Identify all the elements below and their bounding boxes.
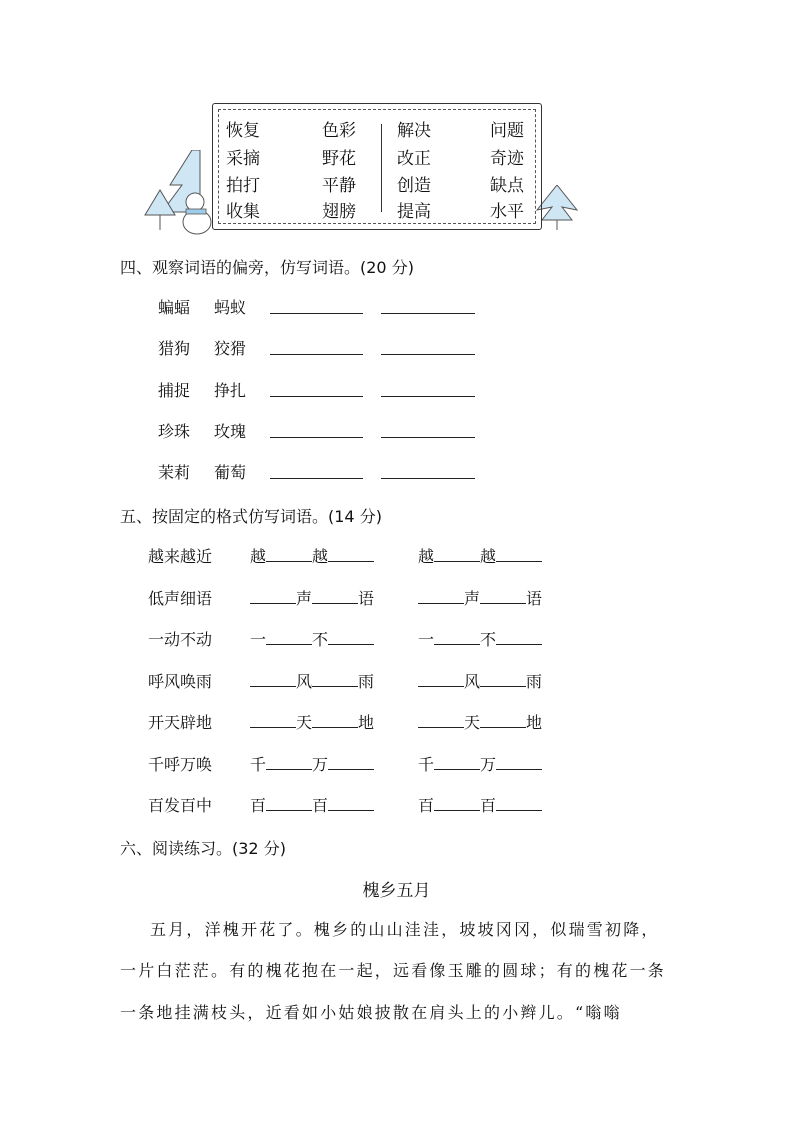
- pattern-char: 千: [250, 754, 267, 774]
- example-phrase: 百发百中: [148, 796, 213, 815]
- answer-blank[interactable]: [434, 630, 480, 645]
- word-bank-word: 野花: [322, 149, 356, 169]
- pattern-answer[interactable]: [250, 793, 374, 816]
- pattern-char: 风: [464, 671, 481, 691]
- answer-blank[interactable]: [381, 336, 475, 355]
- word-bank-word: 色彩: [322, 121, 356, 141]
- pattern-char: 越: [480, 547, 497, 566]
- example-phrase: 开天辟地: [148, 713, 213, 732]
- answer-blank[interactable]: [270, 336, 363, 355]
- pattern-char: 语: [358, 588, 375, 608]
- pattern-char: 天: [296, 713, 313, 732]
- answer-blank[interactable]: [266, 547, 312, 562]
- example-word: 猎狗: [158, 339, 191, 359]
- answer-blank[interactable]: [381, 419, 475, 438]
- pattern-char: 声: [296, 588, 313, 608]
- pattern-char: 百: [480, 796, 497, 815]
- pattern-char: 语: [526, 588, 543, 608]
- example-word: 玫瑰: [214, 421, 247, 441]
- pattern-answer[interactable]: [418, 752, 542, 775]
- pattern-char: 不: [312, 630, 329, 649]
- word-bank-word: 翅膀: [322, 202, 356, 222]
- answer-blank[interactable]: [270, 378, 363, 397]
- pattern-char: 天: [464, 713, 481, 732]
- answer-blank[interactable]: [270, 460, 363, 479]
- pattern-answer[interactable]: [418, 669, 542, 692]
- example-phrase: 越来越近: [148, 547, 213, 566]
- passage-line: 一条地挂满枝头，近看如小姑娘披散在肩头上的小辫儿。“嗡嗡: [120, 1003, 622, 1022]
- answer-blank[interactable]: [312, 589, 358, 604]
- pattern-answer[interactable]: [418, 544, 542, 567]
- example-word: 捕捉: [158, 380, 191, 400]
- pattern-char: 万: [480, 754, 497, 774]
- answer-blank[interactable]: [496, 755, 542, 770]
- pattern-answer[interactable]: [418, 627, 542, 650]
- pattern-char: 越: [418, 547, 435, 566]
- word-bank-word: 水平: [490, 202, 524, 222]
- word-bank-box: [212, 103, 542, 230]
- example-word: 茉莉: [158, 463, 191, 483]
- answer-blank[interactable]: [480, 589, 526, 604]
- pattern-char: 万: [312, 754, 329, 774]
- answer-blank[interactable]: [381, 460, 475, 479]
- pattern-answer[interactable]: [250, 710, 374, 733]
- section5-heading: 五、按固定的格式仿写词语。(14 分): [120, 507, 382, 526]
- word-bank-word: 采摘: [226, 149, 260, 169]
- answer-blank[interactable]: [480, 672, 526, 687]
- pattern-answer[interactable]: [418, 793, 542, 816]
- snowman-trees-illustration: [140, 150, 220, 235]
- passage-title: 槐乡五月: [362, 881, 431, 901]
- word-bank-word: 提高: [397, 202, 431, 222]
- passage-line: 一片白茫茫。有的槐花抱在一起，远看像玉雕的圆球；有的槐花一条: [120, 961, 667, 980]
- word-bank-word: 改正: [397, 149, 431, 169]
- answer-blank[interactable]: [266, 630, 312, 645]
- section6-heading: 六、阅读练习。(32 分): [120, 839, 286, 858]
- answer-blank[interactable]: [480, 713, 526, 728]
- answer-blank[interactable]: [250, 672, 296, 687]
- pattern-char: 不: [480, 630, 497, 649]
- example-phrase: 一动不动: [148, 630, 213, 649]
- answer-blank[interactable]: [250, 589, 296, 604]
- divider: [381, 124, 382, 212]
- pattern-char: 风: [296, 671, 313, 691]
- answer-blank[interactable]: [270, 419, 363, 438]
- pattern-answer[interactable]: [250, 544, 374, 567]
- word-bank-word: 平静: [322, 176, 356, 196]
- pattern-char: 一: [418, 630, 435, 649]
- answer-blank[interactable]: [328, 547, 374, 562]
- answer-blank[interactable]: [418, 672, 464, 687]
- word-bank-word: 奇迹: [490, 149, 524, 169]
- example-word: 葡萄: [214, 463, 247, 483]
- word-bank-word: 恢复: [226, 121, 260, 141]
- word-bank-word: 解决: [397, 121, 431, 141]
- answer-blank[interactable]: [250, 713, 296, 728]
- example-phrase: 低声细语: [148, 588, 213, 608]
- pattern-answer[interactable]: [250, 669, 374, 692]
- answer-blank[interactable]: [418, 589, 464, 604]
- pattern-answer[interactable]: [418, 586, 542, 609]
- example-word: 挣扎: [214, 380, 247, 400]
- pattern-char: 一: [250, 630, 267, 649]
- answer-blank[interactable]: [434, 547, 480, 562]
- example-phrase: 呼风唤雨: [148, 671, 213, 691]
- answer-blank[interactable]: [434, 796, 480, 811]
- pattern-answer[interactable]: [250, 752, 374, 775]
- word-bank-word: 问题: [490, 121, 524, 141]
- answer-blank[interactable]: [328, 796, 374, 811]
- pattern-char: 雨: [526, 671, 543, 691]
- pattern-char: 千: [418, 754, 435, 774]
- pattern-answer[interactable]: [250, 627, 374, 650]
- answer-blank[interactable]: [434, 755, 480, 770]
- answer-blank[interactable]: [381, 378, 475, 397]
- example-word: 珍珠: [158, 421, 191, 441]
- pattern-char: 地: [358, 713, 375, 732]
- example-word: 蝙蝠: [158, 298, 191, 317]
- answer-blank[interactable]: [496, 547, 542, 562]
- example-word: 蚂蚁: [214, 298, 247, 317]
- answer-blank[interactable]: [312, 713, 358, 728]
- pattern-char: 雨: [358, 671, 375, 691]
- pattern-answer[interactable]: [418, 710, 542, 733]
- pattern-char: 越: [312, 547, 329, 566]
- answer-blank[interactable]: [266, 796, 312, 811]
- pattern-char: 百: [312, 796, 329, 815]
- answer-blank[interactable]: [496, 796, 542, 811]
- word-bank-word: 拍打: [226, 176, 260, 196]
- answer-blank[interactable]: [418, 713, 464, 728]
- pattern-char: 地: [526, 713, 543, 732]
- pattern-char: 百: [418, 796, 435, 815]
- answer-blank[interactable]: [328, 630, 374, 645]
- word-bank-word: 创造: [397, 176, 431, 196]
- pattern-answer[interactable]: [250, 586, 374, 609]
- example-phrase: 千呼万唤: [148, 754, 213, 774]
- word-bank-word: 收集: [226, 202, 260, 222]
- example-word: 狡猾: [214, 339, 247, 359]
- pattern-char: 声: [464, 588, 481, 608]
- pattern-char: 百: [250, 796, 267, 815]
- passage-line: 五月，洋槐开花了。槐乡的山山洼洼，坡坡冈冈，似瑞雪初降，: [150, 920, 660, 939]
- answer-blank[interactable]: [328, 755, 374, 770]
- answer-blank[interactable]: [270, 295, 363, 314]
- answer-blank[interactable]: [496, 630, 542, 645]
- word-bank-word: 缺点: [490, 176, 524, 196]
- answer-blank[interactable]: [266, 755, 312, 770]
- answer-blank[interactable]: [312, 672, 358, 687]
- section4-heading: 四、观察词语的偏旁，仿写词语。(20 分): [120, 258, 414, 277]
- answer-blank[interactable]: [381, 295, 475, 314]
- pattern-char: 越: [250, 547, 267, 566]
